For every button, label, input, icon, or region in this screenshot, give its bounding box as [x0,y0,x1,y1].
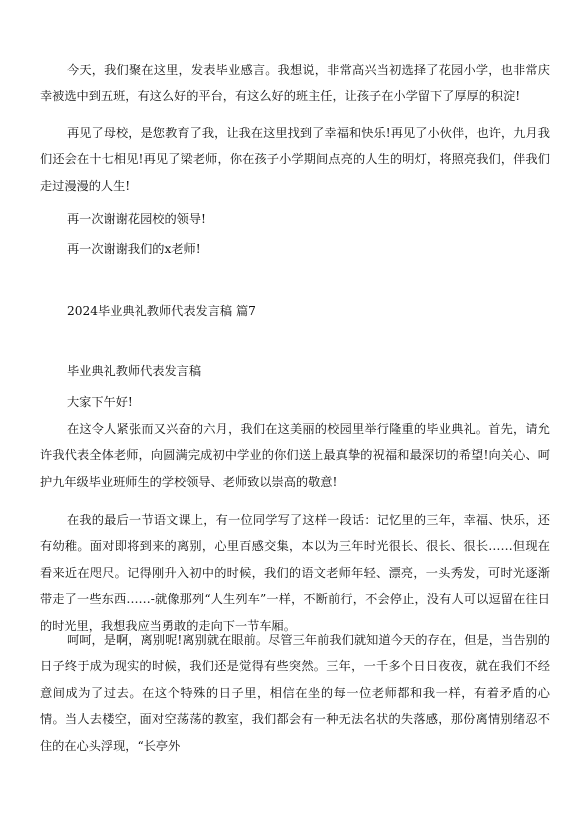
paragraph-last-lesson: 在我的最后一节语文课上，有一位同学写了这样一段话：记忆里的三年，幸福、快乐，还有幼稚。面对即将到来的离别，心里百感交集，本以为三年时光很长、很长、很长……但现在看来近在咫尺。记得刚升入初中的时候，我们的语文老师年轻、漂亮，一头秀发，可时光逐渐带走了一些东西……-就像那列“人生列车”一样，不断前行，不会停止，没有人可以逗留在往日的时光里，我想我应当勇敢的走向下一节车厢。 [40,513,550,633]
speech-title: 毕业典礼教师代表发言稿 [67,364,202,378]
paragraph-graduation-thanks: 今天，我们聚在这里，发表毕业感言。我想说，非常高兴当初选择了花园小学，也非常庆幸被选中到五班，有这么好的平台，有这么好的班主任，让孩子在小学留下了厚厚的积淀! [40,63,550,104]
paragraph-farewell: 再见了母校，是您教育了我，让我在这里找到了幸福和快乐!再见了小伙伴，也许，九月我们还会在十七相见!再见了梁老师，你在孩子小学期间点亮的人生的明灯，将照亮我们，伴我们走过漫漫的人生! [40,126,550,193]
paragraph-opening: 在这令人紧张而又兴奋的六月，我们在这美丽的校园里举行隆重的毕业典礼。首先，请允许我代表全体老师，向圆满完成初中学业的你们送上最真挚的祝福和最深切的希望!向关心、呵护九年级毕业班师生的学校领导、老师致以崇高的敬意! [40,422,550,489]
paragraph-thanks-teacher: 再一次谢谢我们的x老师! [67,242,201,256]
section-title: 2024毕业典礼教师代表发言稿 篇7 [67,304,256,318]
greeting: 大家下午好! [67,395,133,409]
paragraph-thanks-leaders: 再一次谢谢花园校的领导! [67,212,206,226]
paragraph-parting: 呵呵，是啊，离别呢!离别就在眼前。尽管三年前我们就知道今天的存在，但是，当告别的日子终于成为现实的时候，我们还是觉得有些突然。三年，一千多个日日夜夜，就在我们不经意间成为了过去。在这个特殊的日子里，相信在坐的每一位老师都和我一样，有着矛盾的心情。当人去楼空，面对空荡荡的教室，我们都会有一种无法名状的失落感，那份离情别绪忍不住的在心头浮现，“长亭外 [40,633,550,753]
